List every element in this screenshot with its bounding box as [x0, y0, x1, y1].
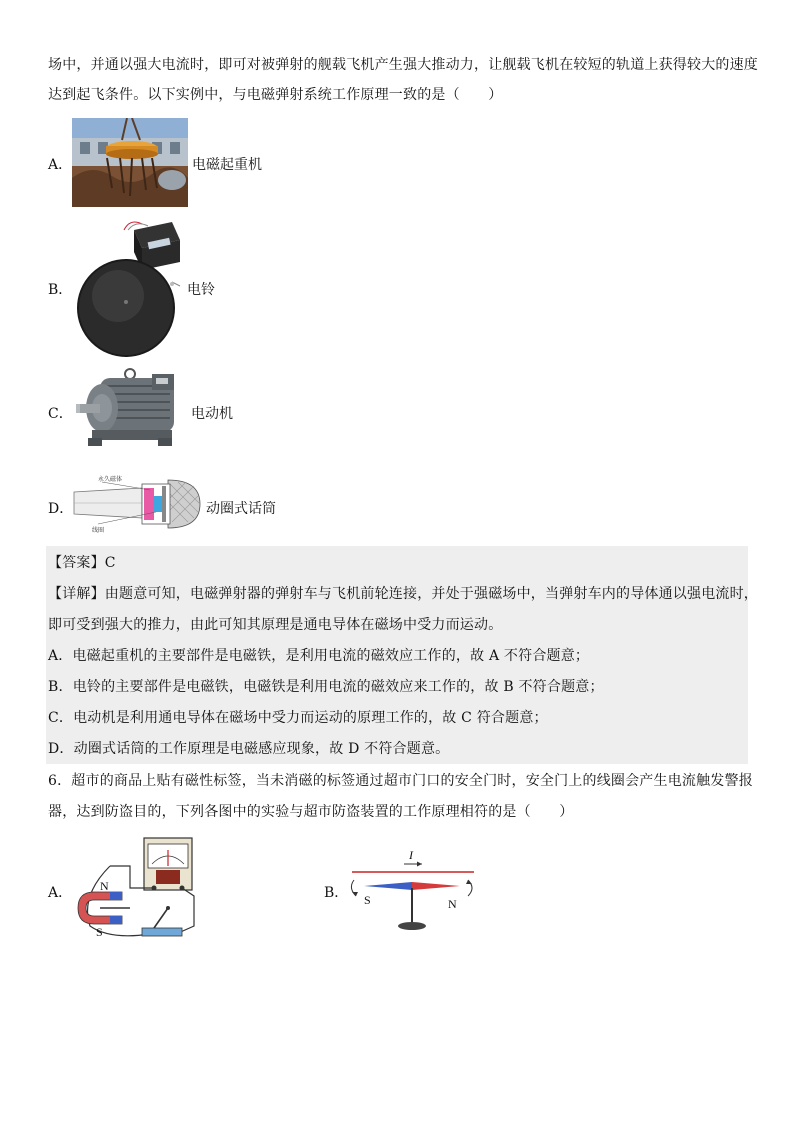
q6-stem-line1: 6．超市的商品上贴有磁性标签，当未消磁的标签通过超市门口的安全门时，安全门上的线圈会产生电流触发警报	[48, 773, 753, 789]
electric-bell-image	[72, 218, 184, 358]
detail-d-line: D．动圈式话筒的工作原理是电磁感应现象，故 D 不符合题意。	[48, 741, 450, 757]
q5-option-c-letter: C．	[48, 406, 73, 422]
mic-magnet-label: 永久磁体	[98, 476, 123, 483]
q6-option-a-letter: A．	[48, 885, 73, 901]
q5-option-c-label: 电动机	[191, 406, 233, 422]
electromagnet-crane-image	[72, 118, 188, 207]
q5-option-d-letter: D．	[48, 501, 74, 517]
q5-stem-line2: 达到起飞条件。以下实例中，与电磁弹射系统工作原理一致的是（ ）	[48, 87, 503, 103]
q6-option-b-letter: B．	[324, 885, 349, 901]
magnet-n-label: N	[100, 879, 109, 893]
compass-n-label: N	[448, 897, 457, 911]
q6-stem-line2: 器，达到防盗目的，下列各图中的实验与超市防盗装置的工作原理相符的是（ ）	[48, 804, 574, 820]
current-i-label: I	[409, 848, 413, 862]
q5-option-a-letter: A．	[48, 157, 73, 173]
electromagnetic-induction-circuit	[70, 836, 200, 944]
detail-line-2: 即可受到强大的推力，由此可知其原理是通电导体在磁场中受力而运动。	[48, 617, 503, 633]
q5-option-b-label: 电铃	[187, 282, 215, 298]
electric-motor-image	[72, 366, 188, 454]
q5-option-b-letter: B．	[48, 282, 73, 298]
detail-a-line: A．电磁起重机的主要部件是电磁铁，是利用电流的磁效应工作的，故 A 不符合题意；	[48, 648, 590, 664]
compass-s-label: S	[364, 893, 371, 907]
q5-option-a-label: 电磁起重机	[192, 157, 262, 173]
oersted-experiment-diagram	[344, 842, 480, 934]
mic-coil-label: 线圈	[92, 527, 105, 534]
q5-stem-line1: 场中，并通以强大电流时，即可对被弹射的舰载飞机产生强大推动力，让舰载飞机在较短的轨道上获得较大的速度	[48, 57, 758, 73]
detail-line-1: 【详解】由题意可知，电磁弹射器的弹射车与飞机前轮连接，并处于强磁场中，当弹射车内的导体通以强电流时，	[48, 586, 758, 602]
q5-option-d-label: 动圈式话筒	[206, 501, 276, 517]
magnet-s-label: S	[96, 925, 103, 939]
detail-b-line: B．电铃的主要部件是电磁铁，电磁铁是利用电流的磁效应来工作的，故 B 不符合题意；	[48, 679, 604, 695]
dynamic-microphone-diagram	[72, 472, 206, 536]
answer-line: 【答案】C	[48, 555, 116, 571]
detail-c-line: C．电动机是利用通电导体在磁场中受力而运动的原理工作的，故 C 符合题意；	[48, 710, 548, 726]
